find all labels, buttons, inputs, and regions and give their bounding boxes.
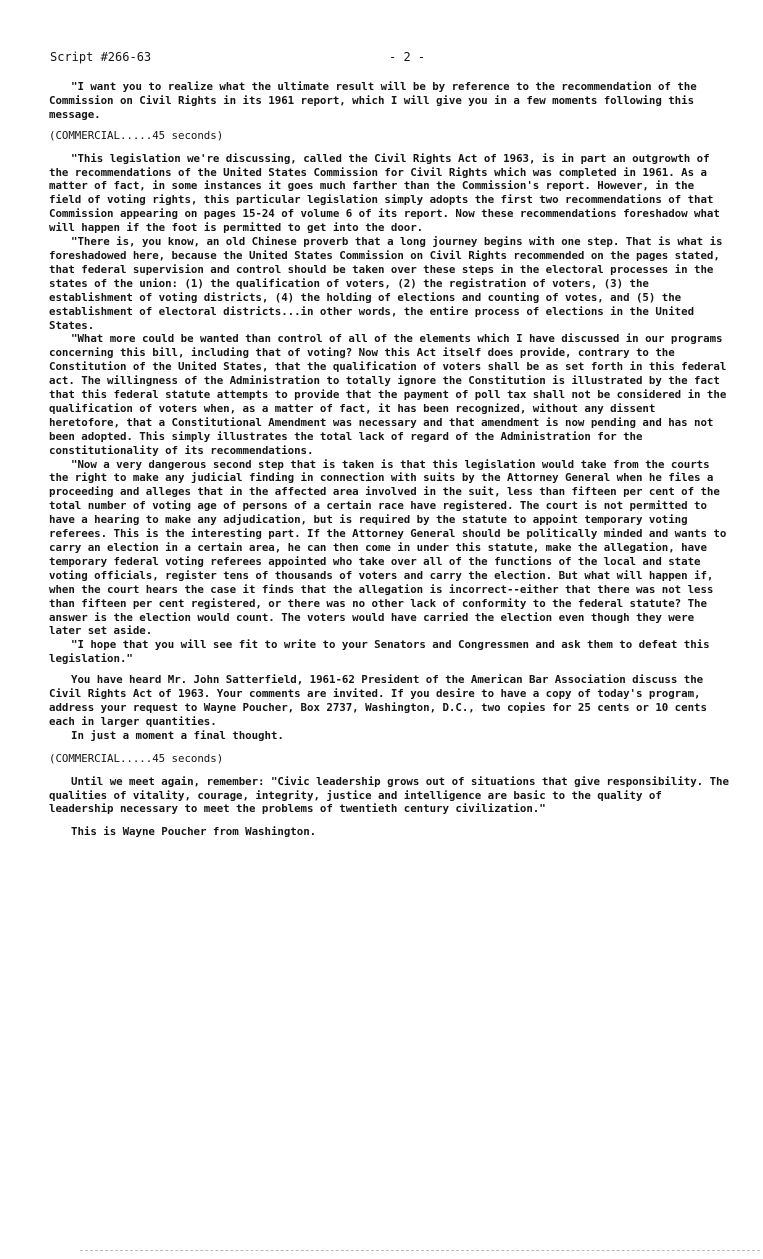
paragraph-proverb: "There is, you know, an old Chinese proverb that a long journey begins with one step. That is what is foreshadowed here, because the United States Commission on Civil Rights recommended on the pages stated, that federal supervision and control should be taken over these steps in the electoral processes in the states of the union: (1) the qualification of voters, (2) the registration of voters, (3) the establishment of voting districts, (4) the holding of elections and counting of votes, and (5) the establishment of electoral districts...in other words, the entire process of elections in the United States. — [49, 235, 723, 332]
commercial-break-1: (COMMERCIAL.....45 seconds) — [49, 128, 224, 142]
paragraph-final-thought: In just a moment a final thought. — [71, 728, 284, 742]
paragraph-intro: "I want you to realize what the ultimate result will be by reference to the recommendation of the Commission on Civil Rights in its 1961 report, which I will give you in a few moments following this message. — [49, 80, 697, 121]
script-number: Script #266-63 — [50, 50, 152, 64]
page-number: - 2 - — [389, 50, 426, 64]
page-header — [50, 50, 730, 68]
paragraph-appeal: "I hope that you will see fit to write to your Senators and Congressmen and ask them to defeat this legislation." — [49, 638, 710, 666]
paragraph-control: "What more could be wanted than control of all of the elements which I have discussed in our programs concerning this bill, including that of voting? Now this Act itself does provide, contrary to the Constitution of the United States, that the qualification of voters shall be as set forth in this federal act. The willingness of the Administration to totally ignore the Constitution is illustrated by the fact that this federal statute attempts to provide that the payment of poll tax shall not be considered in the qualification of voters when, as a matter of fact, it has been recognized, without any dissent heretofore, that a Constitutional Amendment was necessary and that amendment is now pending and has not been adopted. This simply illustrates the total lack of regard of the Administration for the constitutionality of its recommendations. — [49, 332, 727, 457]
paragraph-closing: You have heard Mr. John Satterfield, 1961-62 President of the American Bar Association discuss the Civil Rights Act of 1963. Your comments are invited. If you desire to have a copy of today's program, address your request to Wayne Poucher, Box 2737, Washington, D.C., two copies for 25 cents or 10 cents each in larger quantities. — [49, 673, 707, 728]
paragraph-second-step: "Now a very dangerous second step that is taken is that this legislation would take from the courts the right to make any judicial finding in connection with suits by the Attorney General when he files a proceeding and alleges that in the affected area involved in the suit, less than fifteen per cent of the total number of voting age of persons of a certain race have registered. The court is not permitted to have a hearing to make any adjudication, but is required by the statute to appoint temporary voting referees. This is the interesting part. If the Attorney General should be politically minded and wants to carry an election in a certain area, he can then come in under this statute, make the allegation, have temporary federal voting referees appointed who take over all of the functions of the local and state voting officials, register tens of thousands of voters and carry the election. But what will happen if, when the court hears the case it finds that the allegation is incorrect--either that there was not less than fifteen per cent registered, or there was no other lack of conformity to the federal statute? The answer is the election would count. The voters would have carried the election even though they were later set aside. — [49, 457, 727, 638]
paragraph-legislation: "This legislation we're discussing, called the Civil Rights Act of 1963, is in part an outgrowth of the recommendations of the United States Commission for Civil Rights which was completed in 1961. As a matter of fact, in some instances it goes much farther than the Commission's report. However, in the field of voting rights, this particular legislation simply adopts the first two recommendations of that Commission appearing on pages 15-24 of volume 6 of its report. Now these recommendations foreshadow what will happen if the foot is permitted to get into the door. — [49, 151, 720, 235]
document-body — [49, 80, 729, 839]
footer-rule — [80, 1250, 760, 1255]
commercial-break-2: (COMMERCIAL.....45 seconds) — [49, 751, 224, 765]
paragraph-quote: Until we meet again, remember: "Civic leadership grows out of situations that give responsibility. The qualities of vitality, courage, integrity, justice and intelligence are basic to the quality of leadership necessary to meet the problems of twentieth century civilization." — [49, 774, 729, 816]
sign-off: This is Wayne Poucher from Washington. — [71, 825, 317, 839]
